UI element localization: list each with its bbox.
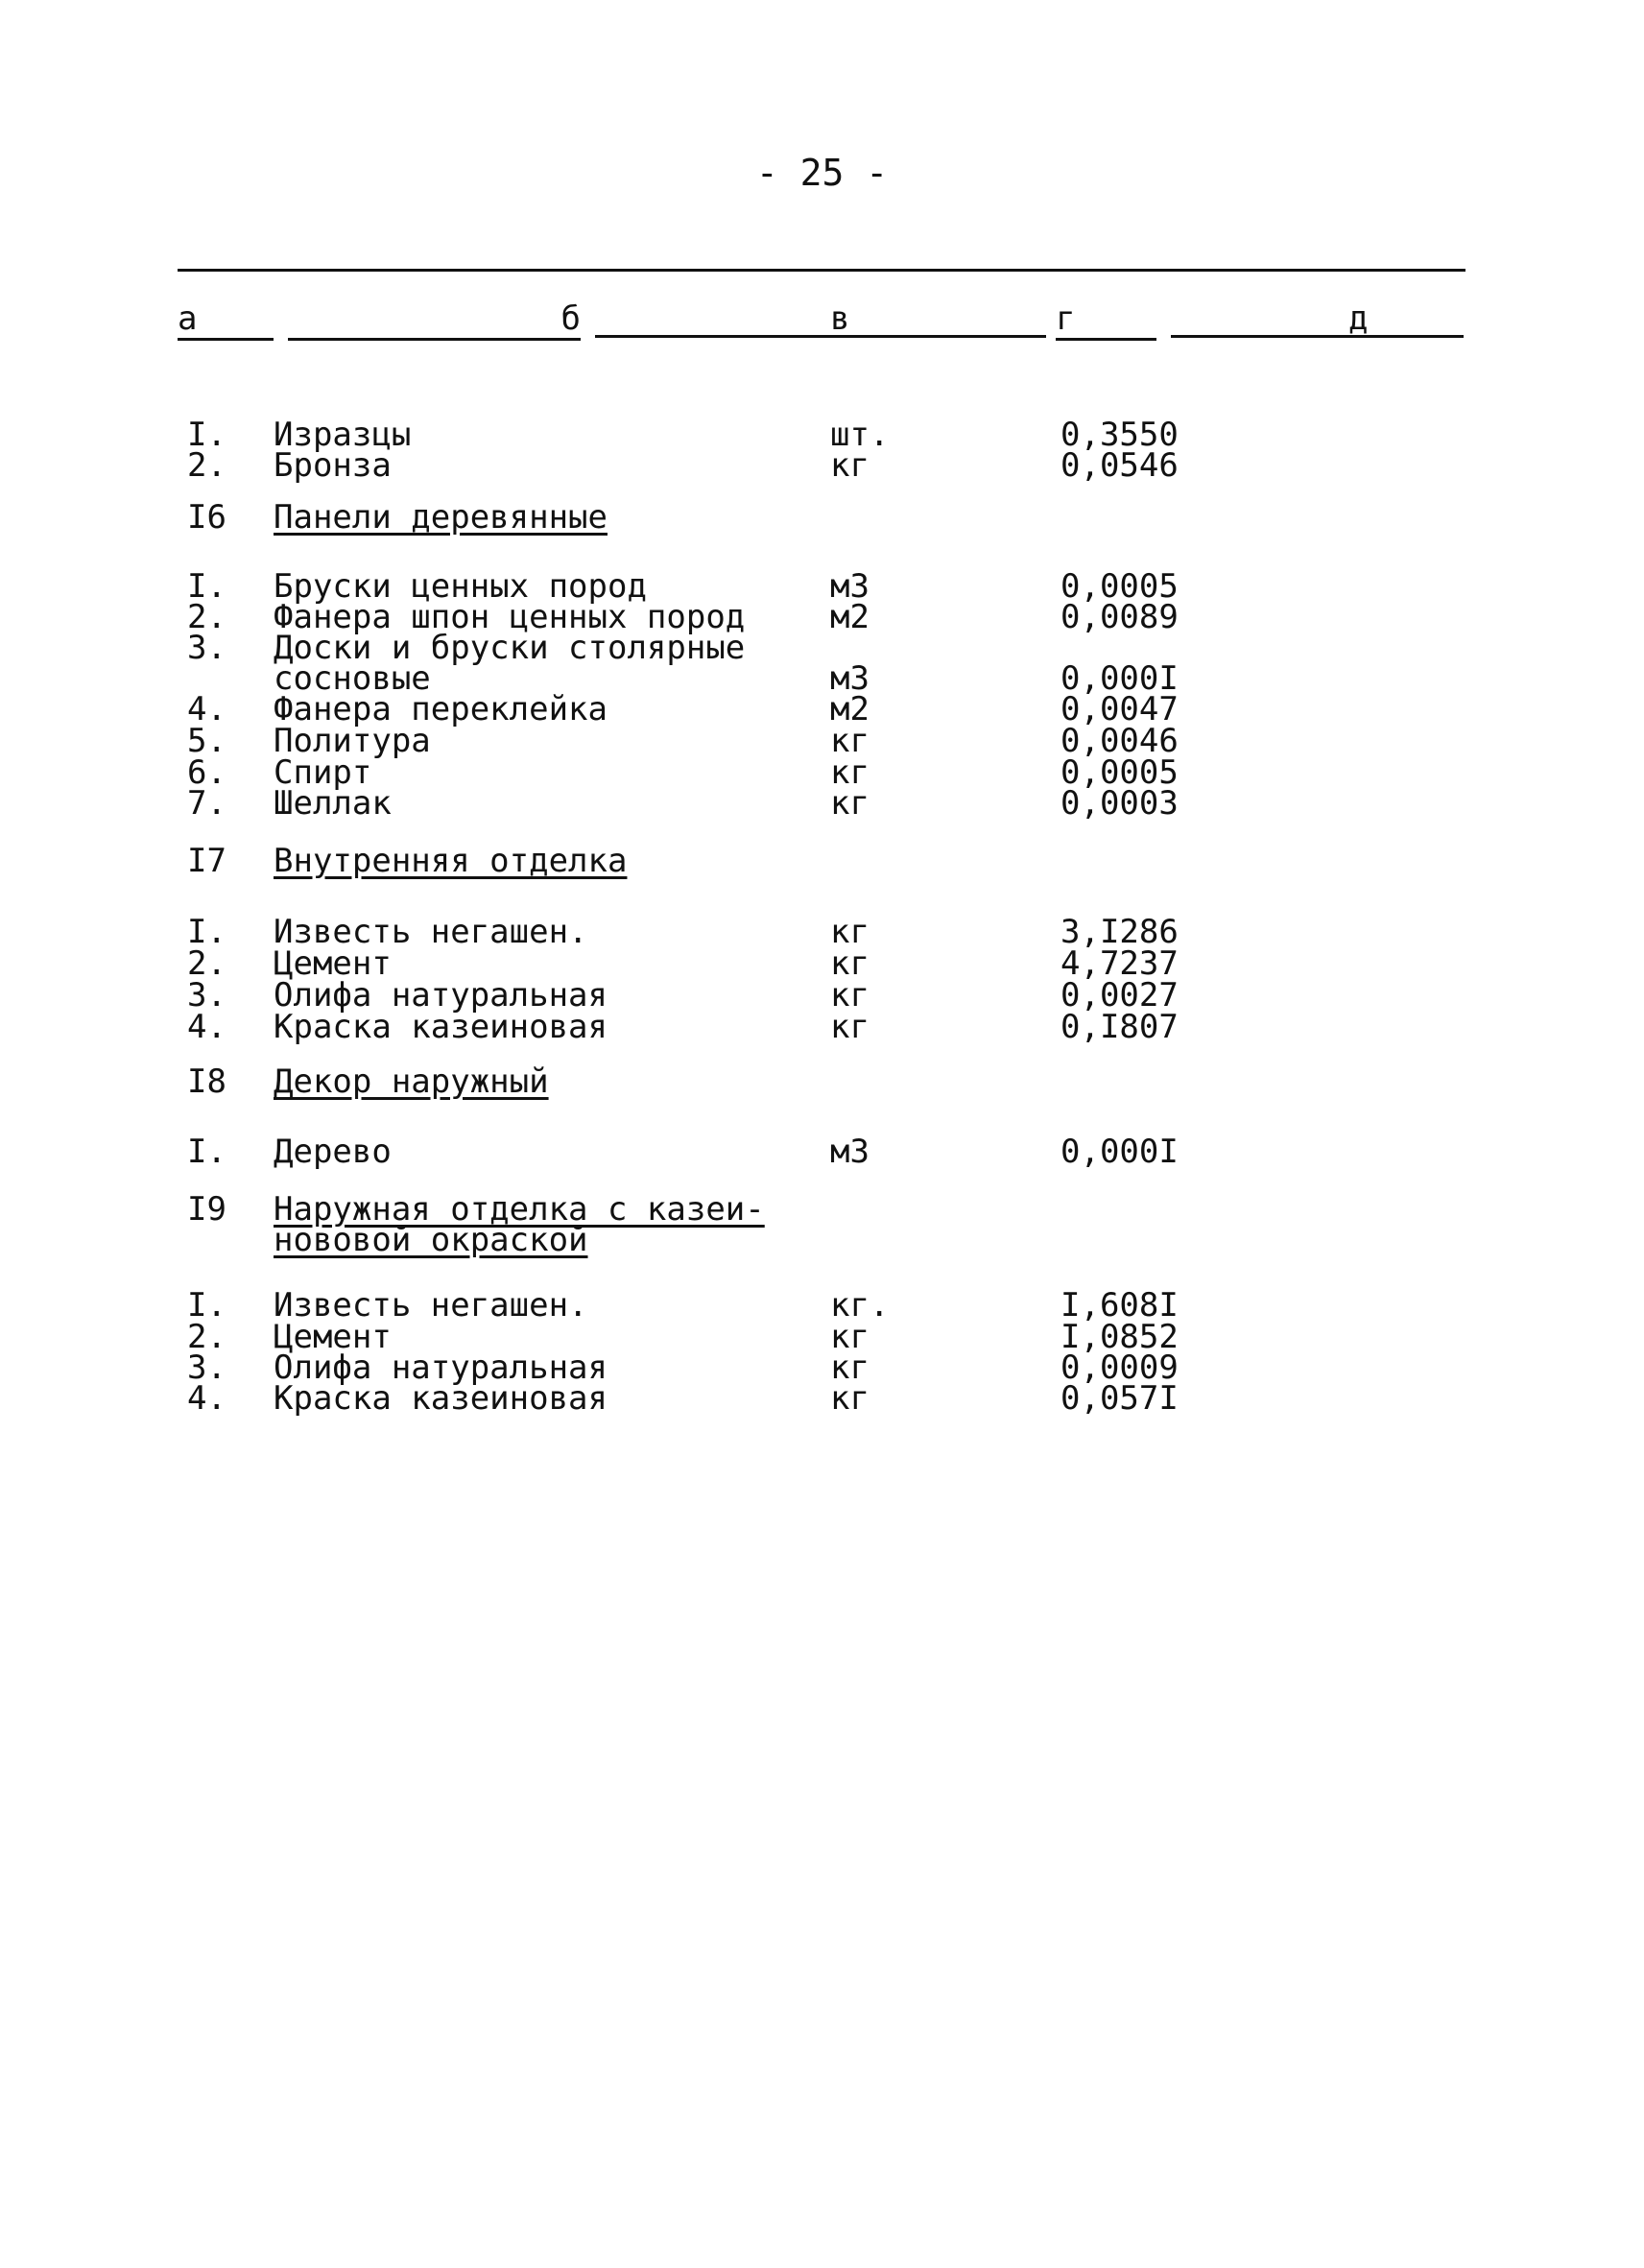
table-row	[0, 567, 1644, 606]
row-number: I.	[187, 416, 226, 454]
table-row	[0, 446, 1644, 485]
row-number: I.	[187, 1286, 226, 1325]
row-number: 3.	[187, 629, 226, 667]
row-unit: м2	[830, 598, 870, 636]
row-value: I,0852	[1060, 1318, 1179, 1356]
row-name: Шеллак	[274, 784, 392, 823]
row-unit: кг	[830, 1008, 870, 1046]
row-unit: кг	[830, 913, 870, 951]
row-unit: кг	[830, 1379, 870, 1418]
row-number: I.	[187, 1133, 226, 1171]
row-value: 0,057I	[1060, 1379, 1179, 1418]
row-unit: кг	[830, 976, 870, 1015]
table-row	[0, 784, 1644, 823]
row-unit: м2	[830, 690, 870, 728]
row-name: Бронза	[274, 446, 392, 485]
section-heading-row	[0, 842, 1644, 880]
row-unit: кг	[830, 1318, 870, 1356]
row-name: Наружная отделка с казеи-	[274, 1190, 765, 1229]
row-value: 0,0005	[1060, 567, 1179, 606]
row-name: Изразцы	[274, 416, 412, 454]
table-row	[0, 1286, 1644, 1325]
table-row	[0, 976, 1644, 1015]
row-value: 0,000I	[1060, 1133, 1179, 1171]
row-number: 3.	[187, 976, 226, 1015]
row-unit: кг	[830, 1349, 870, 1387]
section-heading-row	[0, 1190, 1644, 1229]
table-row	[0, 659, 1644, 698]
table-row	[0, 944, 1644, 983]
table-row	[0, 1133, 1644, 1171]
row-unit: м3	[830, 1133, 870, 1171]
section-heading-row	[0, 1062, 1644, 1101]
row-name: Олифа натуральная	[274, 1349, 608, 1387]
row-value: 0,0546	[1060, 446, 1179, 485]
row-name: нововой окраской	[274, 1221, 588, 1259]
row-name: Доски и бруски столярные	[274, 629, 746, 667]
table-row	[0, 753, 1644, 792]
row-number: I7	[187, 842, 226, 880]
row-unit: м3	[830, 659, 870, 698]
row-value: 3,I286	[1060, 913, 1179, 951]
row-unit: кг	[830, 446, 870, 485]
row-name: Спирт	[274, 753, 372, 792]
row-name: Краска казеиновая	[274, 1379, 608, 1418]
row-name: Известь негашен.	[274, 913, 588, 951]
table-row	[0, 1379, 1644, 1418]
row-unit: м3	[830, 567, 870, 606]
column-header-v: в	[595, 299, 1046, 338]
row-name: Олифа натуральная	[274, 976, 608, 1015]
table-top-rule	[178, 269, 1465, 272]
page-number: - 25 -	[755, 152, 889, 194]
column-header-b: б	[288, 299, 581, 341]
row-name: Фанера переклейка	[274, 690, 608, 728]
row-value: 0,3550	[1060, 416, 1179, 454]
section-heading-row	[0, 1221, 1644, 1259]
column-header-g: г	[1056, 299, 1156, 341]
row-value: 0,0047	[1060, 690, 1179, 728]
row-value: 0,0046	[1060, 722, 1179, 760]
row-name: Бруски ценных пород	[274, 567, 647, 606]
row-name: Внутренняя отделка	[274, 842, 628, 880]
row-name: Дерево	[274, 1133, 392, 1171]
row-name: Краска казеиновая	[274, 1008, 608, 1046]
row-value: 0,0005	[1060, 753, 1179, 792]
row-name: Фанера шпон ценных пород	[274, 598, 746, 636]
table-row	[0, 416, 1644, 454]
row-number: 3.	[187, 1349, 226, 1387]
column-header-d: д	[1171, 299, 1464, 338]
row-name: Цемент	[274, 944, 392, 983]
row-unit: кг.	[830, 1286, 890, 1325]
row-value: 0,0089	[1060, 598, 1179, 636]
row-number: I.	[187, 567, 226, 606]
row-number: 2.	[187, 944, 226, 983]
row-number: I.	[187, 913, 226, 951]
row-number: I6	[187, 498, 226, 537]
column-header-a: а	[178, 299, 274, 341]
row-number: 2.	[187, 1318, 226, 1356]
section-heading-row	[0, 498, 1644, 537]
table-row	[0, 722, 1644, 760]
row-value: 0,0009	[1060, 1349, 1179, 1387]
table-row	[0, 690, 1644, 728]
table-row	[0, 1318, 1644, 1356]
row-name: Политура	[274, 722, 431, 760]
row-number: I8	[187, 1062, 226, 1101]
row-name: Известь негашен.	[274, 1286, 588, 1325]
row-value: 0,I807	[1060, 1008, 1179, 1046]
row-name: сосновые	[274, 659, 431, 698]
row-number: 4.	[187, 690, 226, 728]
table-row	[0, 598, 1644, 636]
row-value: I,608I	[1060, 1286, 1179, 1325]
table-row	[0, 629, 1644, 667]
row-unit: кг	[830, 722, 870, 760]
table-row	[0, 1349, 1644, 1387]
row-number: 2.	[187, 598, 226, 636]
row-value: 4,7237	[1060, 944, 1179, 983]
row-name: Панели деревянные	[274, 498, 608, 537]
row-number: 7.	[187, 784, 226, 823]
row-unit: кг	[830, 784, 870, 823]
row-number: 5.	[187, 722, 226, 760]
row-number: 6.	[187, 753, 226, 792]
row-unit: кг	[830, 944, 870, 983]
row-name: Цемент	[274, 1318, 392, 1356]
table-row	[0, 1008, 1644, 1046]
row-unit: кг	[830, 753, 870, 792]
row-value: 0,000I	[1060, 659, 1179, 698]
table-row	[0, 913, 1644, 951]
row-value: 0,0027	[1060, 976, 1179, 1015]
row-value: 0,0003	[1060, 784, 1179, 823]
row-name: Декор наружный	[274, 1062, 549, 1101]
row-number: 4.	[187, 1008, 226, 1046]
row-unit: шт.	[830, 416, 890, 454]
row-number: 4.	[187, 1379, 226, 1418]
row-number: 2.	[187, 446, 226, 485]
row-number: I9	[187, 1190, 226, 1229]
